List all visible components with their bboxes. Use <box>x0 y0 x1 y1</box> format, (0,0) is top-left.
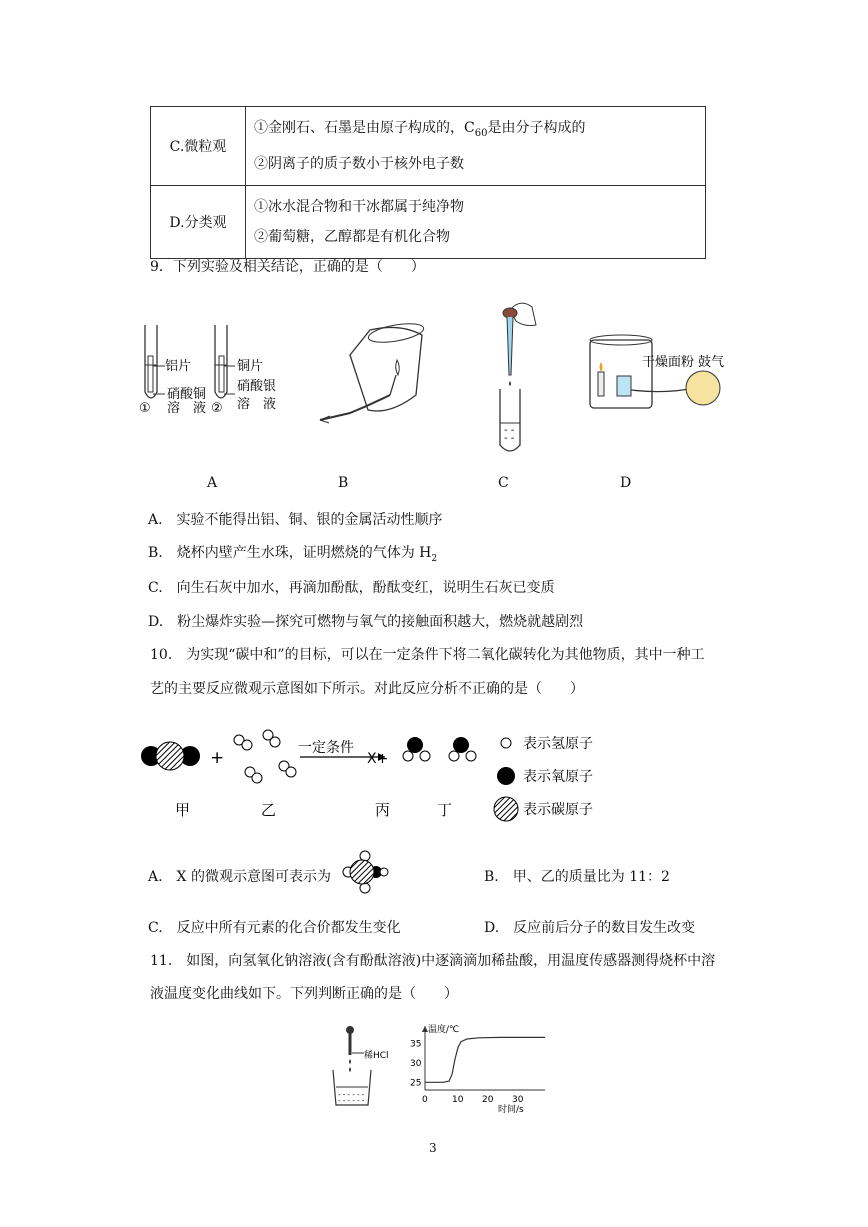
q9-option-d: D. 粉尘爆炸实验—探究可燃物与氧气的接触面积越大，燃烧就越剧烈 <box>148 614 584 630</box>
table-cell-category: C.微粒观 <box>151 107 246 186</box>
label-ag-nitrate: 硝酸银 <box>237 379 277 394</box>
x-axis-label: 时间/s <box>498 1105 524 1115</box>
q9-option-a: A. 实验不能得出铝、铜、银的金属活动性顺序 <box>148 512 443 528</box>
table-cell-items <box>246 107 706 186</box>
y-tick-label: 35 <box>410 1039 422 1050</box>
figure-c <box>480 295 540 460</box>
q10-option-a: A. X 的微观示意图可表示为 <box>148 869 331 885</box>
question-11-stem-line2: 液温度变化曲线如下。下列判断正确的是（ ） <box>150 986 458 1002</box>
x-tick-label: 20 <box>482 1095 494 1105</box>
q10-option-d: D. 反应前后分子的数目发生改变 <box>484 920 696 936</box>
label-blow: 鼓气 <box>698 355 725 370</box>
svg-text:- - - - - -: - - - - - - <box>338 1097 365 1105</box>
name-bing: 丙 <box>375 801 391 819</box>
figure-b <box>310 315 440 425</box>
legend-carbon: 表示碳原子 <box>523 802 593 818</box>
table-row <box>151 185 706 258</box>
question-9-stem: 9．下列实验及相关结论，正确的是（ ） <box>150 259 425 275</box>
table-row <box>151 107 706 186</box>
y-tick-label: 25 <box>410 1078 422 1089</box>
label-hcl: 稀HCl <box>364 1051 389 1061</box>
fig-label-d: D <box>620 475 632 491</box>
legend-oxygen: 表示氧原子 <box>523 769 593 785</box>
table-item: ②阴离子的质子数小于核外电子数 <box>254 155 464 172</box>
table-item: ①冰水混合物和干冰都属于纯净物 <box>254 198 464 215</box>
figure-a <box>135 320 285 420</box>
x-molecule-icon <box>340 850 390 895</box>
page-number: 3 <box>429 1141 437 1155</box>
label-tube-1: ① <box>139 401 151 416</box>
reaction-condition: 一定条件 <box>298 740 354 756</box>
name-yi: 乙 <box>261 801 277 819</box>
svg-text:- -: - - <box>504 425 515 436</box>
y-axis-label: 温度/℃ <box>428 1025 460 1035</box>
question-10-stem-line1: 10. 为实现“碳中和”的目标，可以在一定条件下将二氧化碳转化为其他物质，其中一种工 <box>150 647 705 663</box>
label-flour: 干燥面粉 <box>642 355 695 370</box>
name-ding: 丁 <box>437 801 453 819</box>
beaker-figure <box>330 1025 400 1110</box>
label-tube-2: ② <box>211 401 223 416</box>
question-10-stem-line2: 艺的主要反应微观示意图如下所示。对此反应分析不正确的是（ ） <box>150 681 584 697</box>
table-item: ①金刚石、石墨是由原子构成的，$C_{60}$是由分子构成的 <box>254 120 586 139</box>
y-tick-label: 30 <box>410 1058 422 1069</box>
q9-option-b: B. 烧杯内壁产生水珠，证明燃烧的气体为 $H_2$ <box>148 545 438 564</box>
figure-d <box>585 330 730 420</box>
q10-option-c: C. 反应中所有元素的化合价都发生变化 <box>148 920 401 936</box>
fig-label-b: B <box>338 475 349 491</box>
svg-text:- -: - - <box>504 433 515 444</box>
plus-sign: + <box>210 748 225 768</box>
series-line-temperature <box>425 1037 545 1082</box>
x-tick-label: 10 <box>452 1095 464 1105</box>
temperature-chart <box>400 1020 550 1115</box>
label-solution-2: 溶 液 <box>237 397 277 412</box>
legend-hydrogen: 表示氢原子 <box>523 736 593 752</box>
reaction-diagram <box>135 725 625 825</box>
label-cu-nitrate: 硝酸铜 <box>167 387 207 402</box>
label-al: 铝片 <box>165 359 192 374</box>
svg-text:- - - - - -: - - - - - - <box>338 1091 365 1099</box>
x-tick-label: 0 <box>422 1095 428 1105</box>
table-cell-items <box>246 185 706 258</box>
question-11-stem-line1: 11. 如图，向氢氧化钠溶液(含有酚酞溶液)中逐滴滴加稀盐酸，用温度传感器测得烧杯中溶 <box>150 953 716 969</box>
x-tick-label: 30 <box>512 1095 524 1105</box>
fig-label-c: C <box>498 475 509 491</box>
fig-label-a: A <box>207 475 218 491</box>
table-cell-category: D.分类观 <box>151 185 246 258</box>
name-jia: 甲 <box>175 801 191 819</box>
x-plus: X+ <box>367 751 389 767</box>
q9-option-c: C. 向生石灰中加水，再滴加酚酞，酚酞变红，说明生石灰已变质 <box>148 580 555 596</box>
label-cu: 铜片 <box>237 359 264 374</box>
table-item: ②葡萄糖，乙醇都是有机化合物 <box>254 228 450 245</box>
label-solution-1: 溶 液 <box>167 401 207 416</box>
q10-option-b: B. 甲、乙的质量比为 11：2 <box>484 869 670 885</box>
concept-table <box>150 106 706 259</box>
